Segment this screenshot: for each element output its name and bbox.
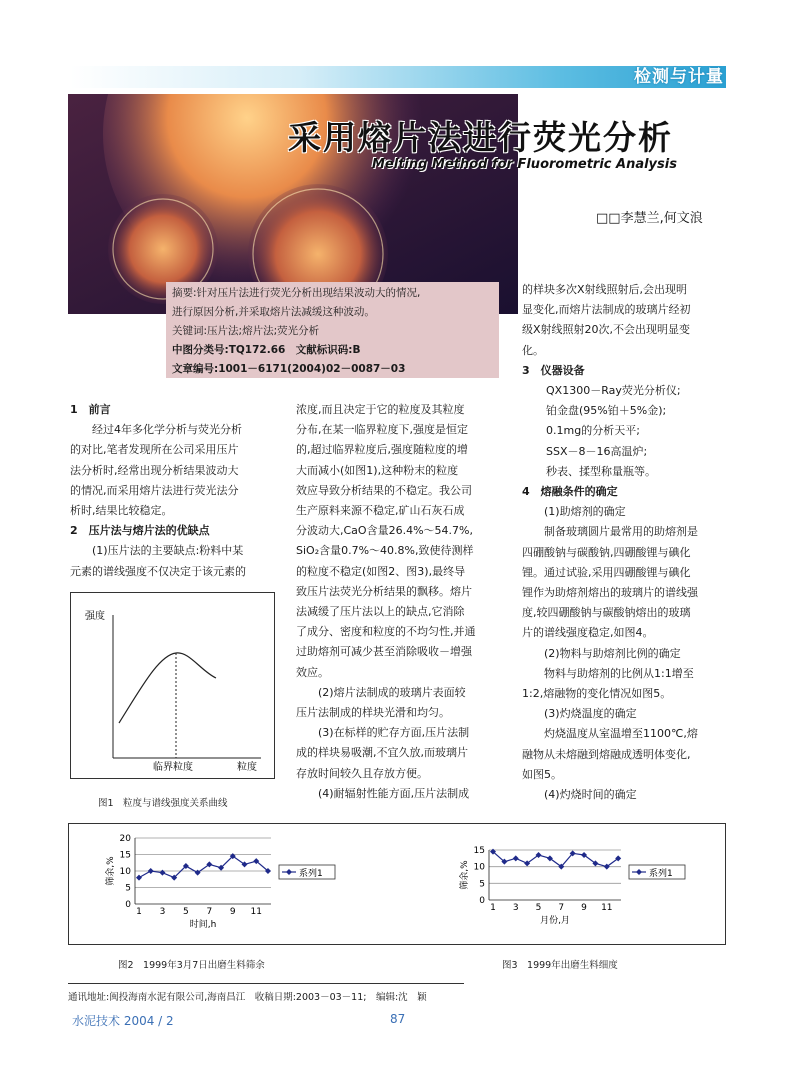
data-point [159,870,165,876]
paragraph-line: 法减缓了压片法以上的缺点,它消除 [296,605,465,619]
x-axis-label: 时间,h [189,920,217,930]
abstract-article-no: 文章编号:1001－6171(2004)02－0087－03 [172,363,406,375]
paragraph-line: 法分析时,经常出现分析结果波动大 [70,463,239,477]
paragraph-line: 浓度,而且决定于它的粒度及其粒度 [296,403,465,416]
fig1-xlabel-critical: 临界粒度 [153,762,193,773]
section-banner [70,66,726,88]
paragraph-line: 化。 [522,343,544,357]
paragraph-line: (4)耐辐射性能方面,压片法制成 [318,786,470,800]
series-line [493,852,618,867]
paragraph-line: 生产原料来源不稳定,矿山石灰石成 [296,504,465,518]
footer-address: 通讯地址:闽投海南水泥有限公司,海南昌江 收稿日期:2003－03－11; 编辑:沈 颖 [68,992,427,1003]
legend-label: 系列1 [649,869,673,879]
y-tick-label: 5 [479,879,485,890]
paragraph-line: 元素的谱线强度不仅决定于该元素的 [70,564,246,578]
paragraph-line: 的,超过临界粒度后,强度随粒度的增 [296,443,468,457]
x-tick-label: 1 [136,907,142,917]
paragraph-line: 的粒度不稳定(如图2、图3),最终导 [296,564,466,578]
article-subtitle: Melting Method for Fluorometric Analysis [372,157,677,172]
paragraph-line: 了成分、密度和粒度的不均匀性,并通 [296,625,476,639]
paragraph-line: 的样块多次X射线照射后,会出现明 [522,283,688,296]
x-tick-label: 3 [159,907,166,917]
page-number: 87 [390,1012,406,1026]
column-2 [296,400,503,804]
paragraph-line: 的情况,而采用熔片法进行荧光法分 [70,483,239,497]
y-tick-label: 0 [125,900,131,910]
y-tick-label: 10 [473,862,485,873]
x-tick-label: 5 [183,907,189,917]
fig3-caption: 图3 1999年出磨生料细度 [502,960,618,971]
abstract-classification: 中图分类号:TQ172.66 文献标识码:B [172,344,361,356]
x-tick-label: 11 [601,903,613,913]
paragraph-line: 存放时间较久且存放方便。 [296,766,428,780]
equipment-item: 0.1mg的分析天平; [546,424,640,438]
figure-1 [70,592,275,779]
paragraph-line: 锂。通过试验,采用四硼酸锂与碘化 [522,565,691,579]
heading-melting-conditions: 4 熔融条件的确定 [522,485,618,499]
paragraph-line: 融物从未熔融到熔融成透明体变化, [522,747,691,761]
paragraph-line: 四硼酸钠与碳酸钠,四硼酸锂与碘化 [522,545,691,559]
paragraph-line: 的对比,笔者发现所在公司采用压片 [70,443,239,457]
y-tick-label: 0 [479,896,485,906]
y-tick-label: 5 [125,883,131,894]
subheading: (4)灼烧时间的确定 [544,788,637,802]
paragraph-line: 1:2,熔融物的变化情况如图5。 [522,687,672,701]
x-axis-label: 月份,月 [540,916,570,926]
x-tick-label: 7 [558,903,565,913]
paragraph-line: 锂作为助熔剂熔出的玻璃片的谱线强 [522,586,698,600]
subheading: (3)灼烧温度的确定 [544,707,637,721]
series-line [139,856,268,877]
subheading: (2)物料与助熔剂比例的确定 [544,646,681,660]
data-point [513,855,519,861]
legend-label: 系列1 [299,869,323,879]
y-tick-label: 15 [473,846,485,856]
x-tick-label: 9 [581,903,587,913]
fig1-ylabel: 强度 [85,611,105,622]
article-title: 采用熔片法进行荧光分析 [288,118,673,157]
data-point [148,868,154,874]
paragraph-line: 析时,结果比较稳定。 [70,504,173,518]
abstract-summary: 摘要:针对压片法进行荧光分析出现结果波动大的情况, [172,287,421,299]
article-authors: □□李慧兰,何文浪 [596,211,703,226]
y-axis-label: 筛余,% [106,856,116,886]
y-axis-label: 筛余,% [460,860,470,890]
x-tick-label: 3 [512,903,519,913]
paragraph-line: 压片法制成的样块光滑和均匀。 [296,706,450,720]
x-tick-label: 1 [490,903,496,913]
paragraph-line: 如图5。 [522,767,562,781]
data-point [136,875,142,881]
paragraph-line: 显变化,而熔片法制成的玻璃片经初 [522,303,691,317]
column-3 [522,280,732,805]
equipment-item: QX1300－Ray荧光分析仪; [546,384,681,398]
y-tick-label: 10 [119,867,131,877]
paragraph-line: 经过4年多化学分析与荧光分析 [92,423,242,437]
equipment-item: SSX－8－16高温炉; [546,444,648,458]
paragraph-line: 度,较四硼酸钠与碳酸钠熔出的玻璃 [522,606,691,620]
heading-pros-cons: 2 压片法与熔片法的优缺点 [70,524,210,538]
y-tick-label: 20 [119,834,131,844]
x-tick-label: 7 [206,907,213,917]
paragraph-line: 成的样块易吸潮,不宜久放,而玻璃片 [296,746,468,760]
journal-name: 水泥技术 2004 / 2 [72,1014,174,1028]
x-tick-label: 9 [229,907,236,917]
abstract-keywords: 关键词:压片法;熔片法;荧光分析 [172,325,320,337]
paragraph-line: 灼烧温度从室温增至1100℃,熔 [544,727,698,741]
equipment-item: 秒表、揉型称量瓶等。 [546,464,656,478]
footer-rule [68,983,464,984]
paragraph-line: 过助熔剂可减少甚至消除吸收－增强 [296,645,472,659]
paragraph-line: 致压片法荧光分析结果的飘移。熔片 [296,584,472,598]
charts-panel [68,823,726,945]
x-tick-label: 5 [535,903,542,913]
paragraph-line: 大而减小(如图1),这种粉末的粒度 [296,463,459,477]
subheading: (1)助熔剂的确定 [544,505,626,519]
paragraph-line: (3)在标样的贮存方面,压片法制 [318,726,470,740]
charts-svg [69,824,725,944]
section-title: 检测与计量 [634,67,724,87]
fig1-xlabel: 粒度 [237,762,257,773]
fig2-caption: 图2 1999年3月7日出磨生料筛余 [118,960,265,971]
heading-equipment: 3 仪器设备 [522,363,585,377]
paragraph-line: 级X射线照射20次,不会出现明显变 [522,323,691,337]
heading-intro: 1 前言 [70,403,111,416]
y-tick-label: 15 [119,850,131,861]
paragraph-line: (1)压片法的主要缺点:粉料中某 [92,544,244,558]
paragraph-line: 效应。 [296,665,329,679]
equipment-item: 铂金盘(95%铂＋5%金); [546,404,667,418]
fig1-caption: 图1 粒度与谱线强度关系曲线 [98,798,228,809]
paragraph-line: (2)熔片法制成的玻璃片表面较 [318,685,466,699]
column-1 [70,400,275,582]
paragraph-line: 物料与助熔剂的比例从1:1增至 [544,666,694,680]
paragraph-line: SiO₂含量0.7%～40.8%,致使待测样 [296,544,474,558]
abstract-summary-cont: 进行原因分析,并采取熔片法减缓这种波动。 [172,306,375,318]
paragraph-line: 分波动大,CaO含量26.4%～54.7%, [296,524,473,538]
x-tick-label: 11 [250,907,262,917]
paragraph-line: 制备玻璃圆片最常用的助熔剂是 [544,525,698,539]
paragraph-line: 分布,在某一临界粒度下,强度是恒定 [296,423,468,437]
paragraph-line: 片的谱线强度稳定,如图4。 [522,626,654,640]
abstract-box [166,282,499,378]
paragraph-line: 效应导致分析结果的不稳定。我公司 [296,483,472,497]
